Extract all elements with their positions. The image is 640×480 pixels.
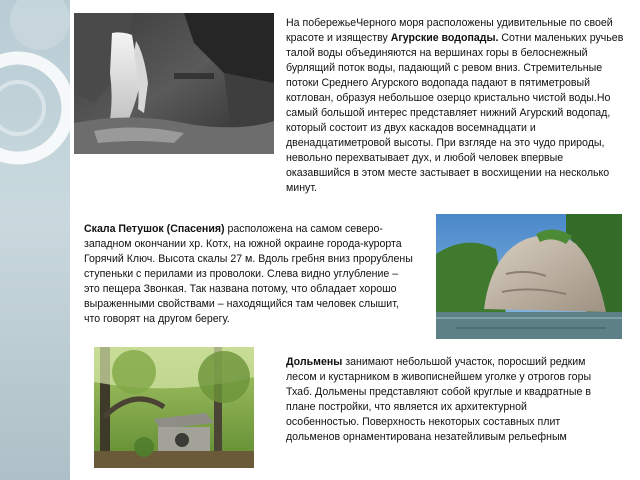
dolmen-photo-icon xyxy=(94,347,254,468)
sidebar-decoration xyxy=(0,0,70,480)
agur-title: Агурские водопады. xyxy=(390,32,499,44)
ring-decoration-icon xyxy=(0,0,70,480)
dolmens-title: Дольмены xyxy=(286,356,343,368)
rock-petushok-photo xyxy=(436,214,622,339)
dolmen-photo xyxy=(94,347,254,468)
rock-petushok-photo-icon xyxy=(436,214,622,339)
waterfall-photo-icon xyxy=(74,13,274,154)
waterfall-photo xyxy=(74,13,274,154)
agur-body: Сотни маленьких ручьев талой воды объединяются на вершинах горы в белоснежный бурлящий поток воды, падающий с ревом вниз. Стремительные потоки Среднего Агурского водопада падают в пятиметровый котлован, образуя небольшое озерцо кристально чистой воды.Но самый большой интерес представляет нижний Агурский водопад, который состоит из двух каскадов восемнадцати и двенадцатиметровой высоты. При взгляде на это чудо природы, невольно перехватывает дух, и любой человек впервые оказавшийся в этом месте застывает в восхищении на несколько минут. xyxy=(286,32,624,194)
dolmens-text xyxy=(286,355,596,445)
petushok-body: расположена на самом северо-западном окончании хр. Котх, на южной окраине города-курорта Горячий Ключ. Высота скалы 27 м. Вдоль гребня вниз прорублены ступеньки с перилами из проволоки. Слева видно углубление – это пещера Звонкая. Так названа потому, что обладает хорошо выраженными свойствами – находящийся там человек слышит, что говорят на другом берегу. xyxy=(84,223,413,325)
petushok-title: Скала Петушок (Спасения) xyxy=(84,223,225,235)
agur-waterfalls-text xyxy=(286,16,626,196)
dolmens-body: занимают небольшой участок, поросший редким лесом и кустарником в живописнейшем уголке у отрогов горы Тхаб. Дольмены представляют собой круглые и квадратные в плане постройки, что является их архитектурной особенностью. Поверхность некоторых составных плит дольменов орнаментирована незатейливым рельефным xyxy=(286,356,592,443)
agur-intro: На побережьеЧерного моря расположены удивительные по своей красоте и изяществу xyxy=(286,17,613,44)
petushok-rock-text xyxy=(84,222,414,327)
